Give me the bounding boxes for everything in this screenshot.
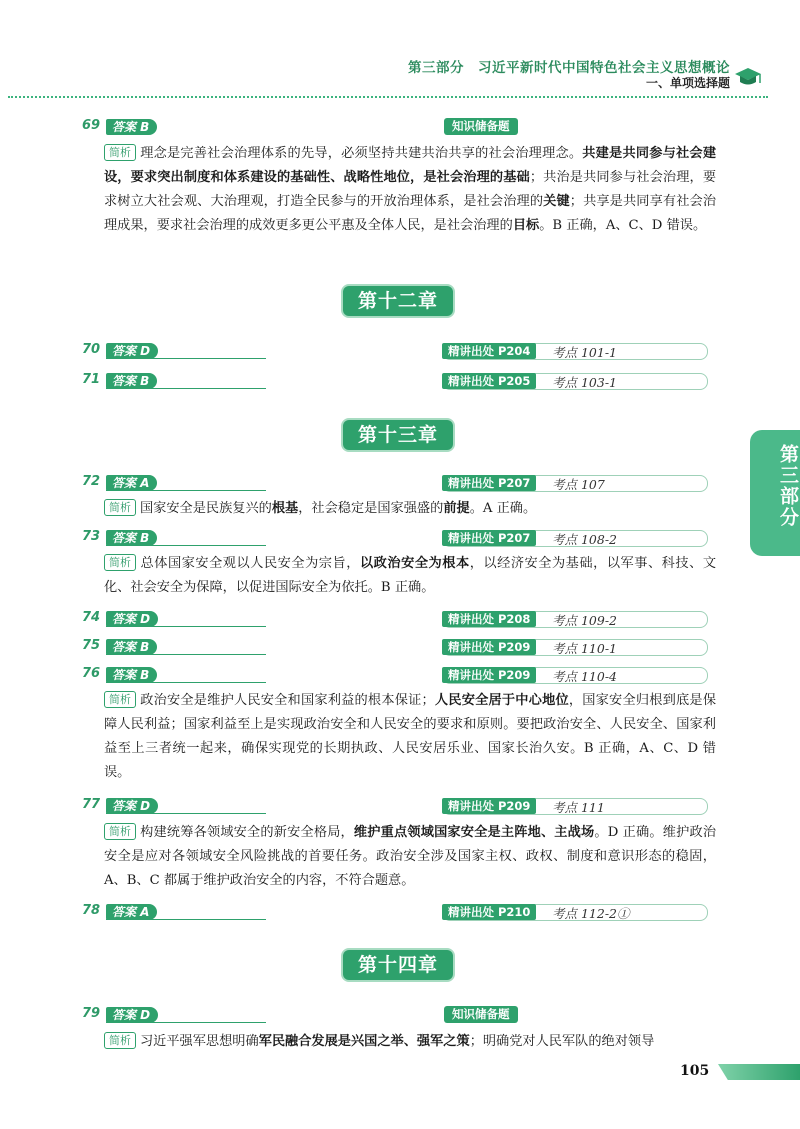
question-number: 79 bbox=[82, 1006, 101, 1021]
answer-badge: 答案 D bbox=[106, 343, 158, 359]
analysis-bold: 以政治安全为根本 bbox=[359, 556, 470, 571]
analysis-69 bbox=[104, 142, 716, 238]
analysis-label: 简析 bbox=[104, 144, 136, 161]
reference-badge: 精讲出处 P209 bbox=[442, 667, 536, 683]
analysis-bold: 前提 bbox=[443, 501, 470, 516]
reference-badge: 精讲出处 P207 bbox=[442, 530, 536, 546]
analysis-text: 政治安全是维护人民安全和国家利益的根本保证； bbox=[140, 693, 435, 708]
question-number: 76 bbox=[82, 666, 101, 681]
reference-badge: 精讲出处 P204 bbox=[442, 343, 536, 359]
analysis-text: 构建统筹各领域安全的新安全格局， bbox=[140, 825, 354, 840]
analysis-text: 理念是完善社会治理体系的先导，必须坚持共建共治共享的社会治理理念。 bbox=[140, 146, 583, 161]
answer-badge: 答案 B bbox=[106, 119, 157, 135]
analysis-text: 。D 正确。维护政治安全是应对各领域安全风险挑战的首要任务。政治安全涉及国家主权、政权、制度和意识形态的稳固，A、B、C 都属于维护政治安全的内容，不符合题意。 bbox=[104, 825, 717, 888]
analysis-79 bbox=[104, 1030, 716, 1054]
answer-row-69 bbox=[82, 118, 722, 136]
side-tab-label: 第三部分 bbox=[777, 444, 799, 528]
question-number: 78 bbox=[82, 903, 101, 918]
analysis-text: ，国家安全归根到底是保障人民利益；国家利益至上是实现政治安全和人民安全的要求和原则。要把政治安全、人民安全、国家利益至上三者统一起来，确保实现党的长期执政、人民安居乐业、国家长治久安。B 正确，A、C、D 错误。 bbox=[104, 693, 717, 780]
analysis-76 bbox=[104, 689, 716, 785]
reference-badge: 精讲出处 P205 bbox=[442, 373, 536, 389]
analysis-72 bbox=[104, 497, 716, 521]
answer-underline bbox=[106, 654, 266, 655]
section-side-tab[interactable] bbox=[750, 430, 800, 556]
analysis-text: 。A 正确。 bbox=[469, 501, 537, 516]
header-divider bbox=[8, 96, 768, 98]
answer-underline bbox=[106, 388, 266, 389]
reference-badge: 精讲出处 P209 bbox=[442, 798, 536, 814]
answer-row-73 bbox=[82, 529, 722, 547]
answer-row-77 bbox=[82, 797, 722, 815]
answer-badge: 答案 A bbox=[106, 475, 157, 491]
answer-badge: 答案 D bbox=[106, 611, 158, 627]
analysis-bold: 共建是共同参与社会建设，要求突出制度和体系建设的基础性、战略性地位，是社会治理的基础 bbox=[104, 146, 717, 185]
answer-underline bbox=[106, 682, 266, 683]
page-number-decoration bbox=[718, 1064, 800, 1080]
question-number: 77 bbox=[82, 797, 101, 812]
answer-underline bbox=[106, 545, 266, 546]
header-title: 第三部分 习近平新时代中国特色社会主义思想概论 bbox=[408, 60, 730, 76]
analysis-label: 简析 bbox=[104, 499, 136, 516]
question-number: 74 bbox=[82, 610, 101, 625]
analysis-text: ；共享是共同享有社会治理成果，要求社会治理的成效更多更公平惠及全体人民，是社会治理的 bbox=[104, 194, 717, 233]
answer-underline bbox=[106, 813, 266, 814]
analysis-label: 简析 bbox=[104, 1032, 136, 1049]
graduation-cap-icon bbox=[734, 66, 762, 88]
analysis-label: 简析 bbox=[104, 823, 136, 840]
kaodian-text: 考点 107 bbox=[552, 477, 605, 492]
answer-badge: 答案 B bbox=[106, 639, 157, 655]
answer-badge: 答案 B bbox=[106, 373, 157, 389]
analysis-text: ；共治是共同参与社会治理，要求树立大社会观、大治理观，打造全民参与的开放治理体系，是社会治理的 bbox=[104, 170, 717, 209]
knowledge-badge: 知识储备题 bbox=[444, 1006, 518, 1023]
answer-row-74 bbox=[82, 610, 722, 628]
analysis-text: 总体国家安全观以人民安全为宗旨， bbox=[140, 556, 360, 571]
analysis-label: 简析 bbox=[104, 554, 136, 571]
reference-badge: 精讲出处 P210 bbox=[442, 904, 536, 920]
answer-underline bbox=[106, 919, 266, 920]
chapter-heading-14: 第十四章 bbox=[343, 950, 453, 980]
chapter-heading-13: 第十三章 bbox=[343, 420, 453, 450]
kaodian-text: 考点 101-1 bbox=[552, 345, 618, 360]
kaodian-text: 考点 110-1 bbox=[552, 641, 618, 656]
kaodian-text: 考点 108-2 bbox=[552, 532, 618, 547]
kaodian-text: 考点 103-1 bbox=[552, 375, 618, 390]
question-number: 72 bbox=[82, 474, 101, 489]
answer-badge: 答案 B bbox=[106, 667, 157, 683]
analysis-77 bbox=[104, 821, 716, 893]
answer-badge: 答案 B bbox=[106, 530, 157, 546]
answer-underline bbox=[106, 490, 266, 491]
analysis-bold: 人民安全居于中心地位 bbox=[434, 693, 569, 708]
analysis-text: 国家安全是民族复兴的 bbox=[140, 501, 272, 516]
answer-row-72 bbox=[82, 474, 722, 492]
reference-badge: 精讲出处 P208 bbox=[442, 611, 536, 627]
question-number: 73 bbox=[82, 529, 101, 544]
answer-row-71 bbox=[82, 372, 722, 390]
analysis-text: ，以经济安全为基础，以军事、科技、文化、社会安全为保障，以促进国际安全为依托。B 正确。 bbox=[104, 556, 717, 595]
question-number: 69 bbox=[82, 118, 101, 133]
analysis-bold: 关键 bbox=[543, 194, 570, 209]
kaodian-text: 考点 109-2 bbox=[552, 613, 618, 628]
answer-underline bbox=[106, 1022, 266, 1023]
analysis-bold: 军民融合发展是兴国之举、强军之策 bbox=[258, 1034, 470, 1049]
page-header bbox=[0, 52, 800, 102]
answer-badge: 答案 D bbox=[106, 798, 158, 814]
page-number: 105 bbox=[680, 1063, 710, 1079]
analysis-label: 简析 bbox=[104, 691, 136, 708]
question-number: 70 bbox=[82, 342, 101, 357]
answer-row-76 bbox=[82, 666, 722, 684]
analysis-text: 。B 正确，A、C、D 错误。 bbox=[539, 218, 707, 233]
analysis-bold: 目标 bbox=[512, 218, 540, 233]
reference-badge: 精讲出处 P207 bbox=[442, 475, 536, 491]
answer-badge: 答案 A bbox=[106, 904, 157, 920]
kaodian-text: 考点 112-2① bbox=[552, 906, 630, 921]
answer-badge: 答案 D bbox=[106, 1007, 158, 1023]
analysis-bold: 维护重点领域国家安全是主阵地、主战场 bbox=[353, 825, 595, 840]
analysis-text: 习近平强军思想明确 bbox=[140, 1034, 259, 1049]
answer-underline bbox=[106, 626, 266, 627]
question-number: 75 bbox=[82, 638, 101, 653]
analysis-text: ；明确党对人民军队的绝对领导 bbox=[469, 1034, 655, 1049]
analysis-bold: 根基 bbox=[271, 501, 299, 516]
answer-row-79 bbox=[82, 1006, 722, 1024]
answer-row-75 bbox=[82, 638, 722, 656]
answer-underline bbox=[106, 358, 266, 359]
kaodian-text: 考点 111 bbox=[552, 800, 605, 815]
analysis-text: ，社会稳定是国家强盛的 bbox=[298, 501, 444, 516]
reference-badge: 精讲出处 P209 bbox=[442, 639, 536, 655]
kaodian-text: 考点 110-4 bbox=[552, 669, 618, 684]
answer-row-78 bbox=[82, 903, 722, 921]
answer-row-70 bbox=[82, 342, 722, 360]
chapter-heading-12: 第十二章 bbox=[343, 286, 453, 316]
question-number: 71 bbox=[82, 372, 101, 387]
analysis-73 bbox=[104, 552, 716, 600]
header-subtitle: 一、单项选择题 bbox=[645, 76, 730, 90]
knowledge-badge: 知识储备题 bbox=[444, 118, 518, 135]
